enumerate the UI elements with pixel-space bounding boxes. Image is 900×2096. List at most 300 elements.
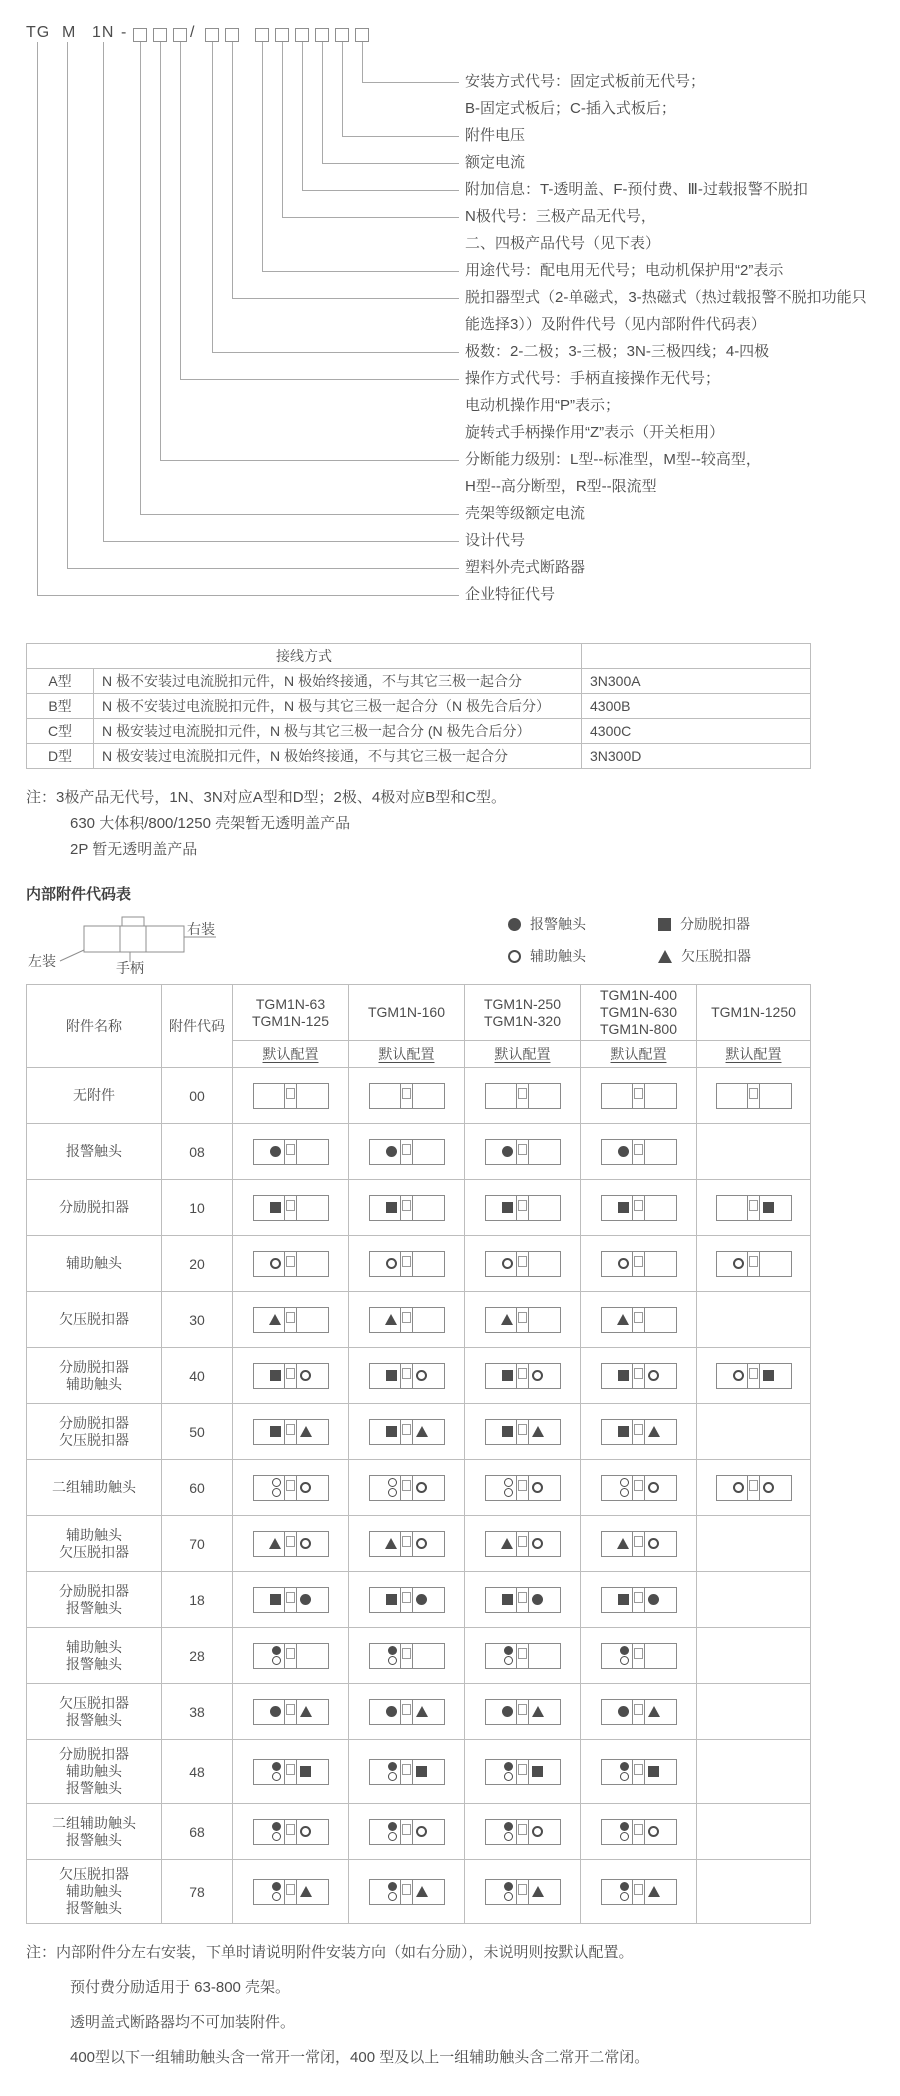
- model-code-dash: -: [121, 24, 128, 41]
- breaker-right-slot: [297, 1084, 328, 1108]
- breaker-left-slot: [254, 1196, 285, 1220]
- aux-symbol: [504, 1772, 513, 1781]
- model-code-box: [255, 28, 269, 42]
- breaker-right-slot: [645, 1820, 676, 1844]
- breaker-right-slot: [413, 1308, 444, 1332]
- aux-symbol: [388, 1478, 397, 1487]
- config-cell: [233, 1180, 349, 1236]
- alarm-symbol: [620, 1882, 629, 1891]
- model-code-label: H型--高分断型，R型--限流型: [465, 478, 657, 495]
- breaker-left-slot: [602, 1880, 633, 1904]
- breaker-right-slot: [529, 1880, 560, 1904]
- breaker-config-diagram: [601, 1475, 677, 1501]
- shunt-symbol: [532, 1766, 543, 1777]
- breaker-config-diagram: [485, 1419, 561, 1445]
- breaker-right-slot: [645, 1364, 676, 1388]
- breaker-config-diagram: [485, 1531, 561, 1557]
- uv-symbol: [617, 1314, 629, 1325]
- breaker-handle: [632, 1364, 645, 1388]
- aux-symbol: [504, 1488, 513, 1497]
- accessory-row-30: [27, 1292, 811, 1348]
- breaker-right-slot: [529, 1420, 560, 1444]
- breaker-right-slot: [760, 1084, 791, 1108]
- aux-symbol: [270, 1258, 281, 1269]
- config-cell: [349, 1124, 465, 1180]
- config-cell: [581, 1860, 697, 1924]
- breaker-handle: [516, 1880, 529, 1904]
- accessory-name-line: 辅助触头: [66, 1375, 122, 1392]
- breaker-config-diagram: [253, 1759, 329, 1785]
- config-cell: [581, 1068, 697, 1124]
- accessory-name-line: 报警触头: [66, 1711, 122, 1728]
- breaker-right-slot: [645, 1252, 676, 1276]
- breaker-left-slot: [486, 1700, 517, 1724]
- shunt-symbol: [502, 1426, 513, 1437]
- accessory-name-line: 辅助触头: [66, 1883, 122, 1899]
- breaker-left-slot: [486, 1308, 517, 1332]
- uv-symbol: [648, 1886, 660, 1897]
- wiring-type: A型: [27, 669, 94, 694]
- breaker-right-slot: [760, 1252, 791, 1276]
- model-code-label: 附件电压: [465, 127, 526, 144]
- breaker-left-slot: [486, 1420, 517, 1444]
- breaker-handle: [747, 1252, 760, 1276]
- config-cell: [349, 1180, 465, 1236]
- accessory-code-cell: 00: [162, 1068, 233, 1124]
- shunt-symbol: [618, 1594, 629, 1605]
- accessory-row-08: [27, 1124, 811, 1180]
- model-code-label: 额定电流: [465, 154, 526, 171]
- alarm-symbol: [618, 1146, 629, 1157]
- connector-vline: [262, 42, 263, 271]
- breaker-right-slot: [645, 1084, 676, 1108]
- wiring-desc: N 极安装过电流脱扣元件，N 极始终接通，不与其它三极一起合分: [94, 744, 582, 769]
- breaker-handle: [516, 1820, 529, 1844]
- connector-hline: [212, 352, 459, 353]
- model-code-label: 塑料外壳式断路器: [465, 559, 586, 576]
- config-cell: [697, 1292, 811, 1348]
- breaker-left-slot: [486, 1140, 517, 1164]
- connector-vline: [342, 42, 343, 136]
- accessory-row-48: [27, 1740, 811, 1804]
- model-code-label: 电动机操作用“P”表示；: [465, 397, 620, 414]
- breaker-config-diagram: [485, 1195, 561, 1221]
- aux-symbol: [272, 1892, 281, 1901]
- breaker-left-slot: [486, 1364, 517, 1388]
- connector-hline: [362, 82, 459, 83]
- breaker-left-slot: [486, 1760, 517, 1784]
- breaker-left-slot: [254, 1420, 285, 1444]
- config-cell: [465, 1860, 581, 1924]
- default-config-header: [465, 1041, 581, 1068]
- accessory-code-table: [26, 984, 811, 1924]
- accessory-code-cell: 78: [162, 1860, 233, 1924]
- wiring-type: C型: [27, 719, 94, 744]
- breaker-handle: [400, 1532, 413, 1556]
- connector-vline: [322, 42, 323, 163]
- note-line: 630 大体积/800/1250 壳架暂无透明盖产品: [70, 815, 351, 832]
- breaker-config-diagram: [253, 1419, 329, 1445]
- breaker-left-slot: [370, 1140, 401, 1164]
- config-cell: [349, 1860, 465, 1924]
- accessory-header-row-models: [27, 985, 811, 1041]
- breaker-config-diagram: [601, 1643, 677, 1669]
- breaker-config-diagram: [253, 1531, 329, 1557]
- uv-symbol: [648, 1706, 660, 1717]
- breaker-config-diagram: [369, 1587, 445, 1613]
- accessory-code-cell: 18: [162, 1572, 233, 1628]
- breaker-right-slot: [297, 1252, 328, 1276]
- product-model: TGM1N-320: [483, 1012, 562, 1029]
- breaker-right-slot: [529, 1308, 560, 1332]
- model-code-label: 旋转式手柄操作用“Z”表示（开关柜用）: [465, 424, 725, 441]
- config-cell: [697, 1804, 811, 1860]
- alarm-contact-icon: [508, 918, 521, 931]
- default-config-header: [697, 1041, 811, 1068]
- connector-vline: [302, 42, 303, 190]
- config-cell: [581, 1684, 697, 1740]
- config-cell: [465, 1404, 581, 1460]
- shunt-release-icon: [658, 918, 671, 931]
- breaker-handle: [400, 1644, 413, 1668]
- accessory-name-cell: [27, 1180, 162, 1236]
- model-code-part-1n: 1N: [92, 24, 115, 41]
- breaker-right-slot: [413, 1644, 444, 1668]
- uv-symbol: [269, 1314, 281, 1325]
- breaker-right-slot: [297, 1644, 328, 1668]
- model-code-diagram: [0, 0, 900, 615]
- config-cell: [233, 1628, 349, 1684]
- accessory-name-line: 分励脱扣器: [59, 1582, 129, 1599]
- aux-symbol: [504, 1656, 513, 1665]
- product-models-header: [349, 985, 465, 1041]
- shunt-symbol: [763, 1202, 774, 1213]
- config-cell: [233, 1684, 349, 1740]
- alarm-symbol: [272, 1882, 281, 1891]
- connector-vline: [282, 42, 283, 217]
- accessory-code-cell: 50: [162, 1404, 233, 1460]
- aux-symbol: [272, 1772, 281, 1781]
- alarm-symbol: [620, 1822, 629, 1831]
- alarm-symbol: [386, 1706, 397, 1717]
- breaker-handle: [400, 1476, 413, 1500]
- accessory-row-10: [27, 1180, 811, 1236]
- alarm-symbol: [386, 1146, 397, 1157]
- breaker-handle: [516, 1644, 529, 1668]
- accessory-row-00: [27, 1068, 811, 1124]
- breaker-config-diagram: [369, 1139, 445, 1165]
- product-model: TGM1N-400: [599, 987, 678, 1003]
- breaker-right-slot: [529, 1644, 560, 1668]
- aux-symbol: [620, 1488, 629, 1497]
- aux-symbol: [648, 1370, 659, 1381]
- accessory-footnotes: [26, 1942, 900, 2068]
- breaker-right-slot: [297, 1532, 328, 1556]
- shunt-symbol: [300, 1766, 311, 1777]
- breaker-right-slot: [760, 1196, 791, 1220]
- alarm-symbol: [648, 1594, 659, 1605]
- breaker-left-slot: [254, 1760, 285, 1784]
- accessory-code-cell: 10: [162, 1180, 233, 1236]
- breaker-left-slot: [602, 1196, 633, 1220]
- breaker-handle: [284, 1364, 297, 1388]
- config-cell: [697, 1684, 811, 1740]
- config-cell: [349, 1236, 465, 1292]
- breaker-handle: [632, 1420, 645, 1444]
- uv-symbol: [300, 1426, 312, 1437]
- model-code-label: 壳架等级额定电流: [465, 505, 586, 522]
- aux-symbol: [300, 1538, 311, 1549]
- breaker-config-diagram: [485, 1307, 561, 1333]
- config-cell: [465, 1348, 581, 1404]
- breaker-handle: [284, 1700, 297, 1724]
- breaker-right-slot: [529, 1140, 560, 1164]
- breaker-right-slot: [297, 1140, 328, 1164]
- connector-vline: [160, 42, 161, 460]
- wiring-header-row: [27, 644, 811, 669]
- default-config-label: 默认配置: [262, 1046, 319, 1062]
- config-cell: [697, 1740, 811, 1804]
- aux-symbol: [416, 1826, 427, 1837]
- config-cell: [465, 1740, 581, 1804]
- alarm-symbol: [504, 1646, 513, 1655]
- alarm-symbol: [504, 1822, 513, 1831]
- accessory-row-68: [27, 1804, 811, 1860]
- accessory-name-line: 欠压脱扣器: [59, 1431, 129, 1448]
- aux-symbol: [272, 1478, 281, 1487]
- aux-symbol: [733, 1258, 744, 1269]
- breaker-left-slot: [370, 1700, 401, 1724]
- accessory-name-line: 欠压脱扣器: [59, 1866, 129, 1882]
- wiring-row-b: [27, 694, 811, 719]
- shunt-symbol: [386, 1594, 397, 1605]
- aux-symbol: [416, 1482, 427, 1493]
- breaker-right-slot: [297, 1364, 328, 1388]
- accessory-name-line: 分励脱扣器: [59, 1199, 129, 1215]
- accessory-name-cell: [27, 1292, 162, 1348]
- uv-symbol: [532, 1886, 544, 1897]
- undervoltage-release-icon: [658, 950, 672, 963]
- breaker-right-slot: [413, 1364, 444, 1388]
- model-code-label: 用途代号：配电用无代号；电动机保护用“2”表示: [465, 262, 784, 279]
- breaker-handle: [516, 1084, 529, 1108]
- wiring-desc: N 极安装过电流脱扣元件，N 极与其它三极一起合分 (N 极先合后分）: [94, 719, 582, 744]
- accessory-name-cell: [27, 1740, 162, 1804]
- uv-symbol: [532, 1426, 544, 1437]
- footnote-line: 预付费分励适用于 63-800 壳架。: [70, 1979, 291, 1996]
- breaker-right-slot: [645, 1196, 676, 1220]
- auxiliary-contact-icon: [508, 950, 521, 963]
- accessory-name-cell: [27, 1860, 162, 1924]
- connector-hline: [322, 163, 459, 164]
- accessory-name-line: 辅助触头: [66, 1638, 122, 1655]
- legend-label: 辅助触头: [530, 948, 586, 964]
- accessory-row-18: [27, 1572, 811, 1628]
- aux-symbol: [532, 1482, 543, 1493]
- breaker-config-diagram: [601, 1363, 677, 1389]
- aux-symbol: [388, 1892, 397, 1901]
- config-cell: [233, 1804, 349, 1860]
- breaker-handle: [284, 1820, 297, 1844]
- wiring-code: 4300C: [582, 719, 811, 744]
- model-code-box: [355, 28, 369, 42]
- breaker-config-diagram: [369, 1419, 445, 1445]
- breaker-handle: [516, 1760, 529, 1784]
- model-code-label: 附加信息：T-透明盖、F-预付费、Ⅲ-过载报警不脱扣: [465, 181, 808, 198]
- breaker-config-diagram: [253, 1587, 329, 1613]
- breaker-right-slot: [413, 1420, 444, 1444]
- wiring-desc: N 极不安装过电流脱扣元件，N 极与其它三极一起合分（N 极先合后分）: [94, 694, 582, 719]
- breaker-right-slot: [645, 1532, 676, 1556]
- config-cell: [581, 1348, 697, 1404]
- alarm-symbol: [504, 1762, 513, 1771]
- breaker-right-slot: [760, 1364, 791, 1388]
- breaker-left-slot: [602, 1644, 633, 1668]
- accessory-name-line: 报警触头: [66, 1831, 122, 1848]
- breaker-config-diagram: [369, 1475, 445, 1501]
- wiring-desc: N 极不安装过电流脱扣元件，N 极始终接通，不与其它三极一起合分: [94, 669, 582, 694]
- breaker-handle: [632, 1820, 645, 1844]
- breaker-config-diagram: [253, 1083, 329, 1109]
- config-cell: [349, 1460, 465, 1516]
- config-cell: [349, 1404, 465, 1460]
- breaker-left-slot: [602, 1308, 633, 1332]
- config-cell: [233, 1124, 349, 1180]
- breaker-handle: [284, 1140, 297, 1164]
- breaker-handle: [516, 1364, 529, 1388]
- breaker-config-diagram: [369, 1307, 445, 1333]
- accessory-name-line: 辅助触头: [66, 1763, 122, 1779]
- breaker-config-diagram: [601, 1819, 677, 1845]
- product-model: TGM1N-800: [599, 1021, 678, 1037]
- accessory-name-line: 报警触头: [66, 1780, 122, 1796]
- alarm-symbol: [416, 1594, 427, 1605]
- shunt-symbol: [618, 1426, 629, 1437]
- breaker-handle: [632, 1308, 645, 1332]
- breaker-config-diagram: [369, 1363, 445, 1389]
- connector-hline: [302, 190, 459, 191]
- breaker-config-diagram: [601, 1139, 677, 1165]
- breaker-right-slot: [529, 1084, 560, 1108]
- alarm-symbol: [620, 1762, 629, 1771]
- aux-symbol: [648, 1482, 659, 1493]
- alarm-symbol: [532, 1594, 543, 1605]
- config-cell: [581, 1180, 697, 1236]
- wiring-type: D型: [27, 744, 94, 769]
- breaker-handle: [284, 1084, 297, 1108]
- alarm-symbol: [388, 1762, 397, 1771]
- accessory-row-70: [27, 1516, 811, 1572]
- breaker-config-diagram: [716, 1475, 792, 1501]
- alarm-symbol: [272, 1762, 281, 1771]
- note-line: 2P 暂无透明盖产品: [70, 841, 198, 858]
- connector-hline: [140, 514, 459, 515]
- breaker-left-slot: [486, 1532, 517, 1556]
- accessory-name-line: 无附件: [73, 1087, 115, 1103]
- wiring-row-c: [27, 719, 811, 744]
- breaker-right-slot: [645, 1760, 676, 1784]
- product-models-header: [581, 985, 697, 1041]
- breaker-handle: [516, 1588, 529, 1612]
- breaker-handle: [400, 1252, 413, 1276]
- breaker-right-slot: [529, 1820, 560, 1844]
- breaker-config-diagram: [601, 1083, 677, 1109]
- breaker-handle: [516, 1420, 529, 1444]
- breaker-left-slot: [717, 1196, 748, 1220]
- left-pointer-line: [60, 950, 84, 961]
- breaker-handle: [400, 1760, 413, 1784]
- model-code-label: 能选择3））及附件代号（见内部附件代码表）: [465, 316, 766, 333]
- breaker-handle: [284, 1252, 297, 1276]
- left-mount-label: 左装: [28, 953, 56, 969]
- connector-hline: [160, 460, 459, 461]
- accessory-name-line: 辅助触头: [66, 1526, 122, 1543]
- accessory-code-table-heading: 内部附件代码表: [26, 886, 132, 903]
- breaker-handle: [400, 1700, 413, 1724]
- breaker-left-slot: [370, 1476, 401, 1500]
- breaker-config-diagram: [369, 1699, 445, 1725]
- breaker-right-slot: [297, 1308, 328, 1332]
- model-code-label: 操作方式代号：手柄直接操作无代号；: [465, 370, 721, 387]
- accessory-name-cell: [27, 1516, 162, 1572]
- uv-symbol: [300, 1706, 312, 1717]
- default-config-header: [581, 1041, 697, 1068]
- breaker-config-diagram: [369, 1083, 445, 1109]
- default-config-label: 默认配置: [610, 1046, 667, 1062]
- breaker-left-slot: [486, 1476, 517, 1500]
- breaker-right-slot: [645, 1476, 676, 1500]
- breaker-config-diagram: [369, 1251, 445, 1277]
- breaker-right-slot: [760, 1476, 791, 1500]
- shunt-symbol: [502, 1594, 513, 1605]
- config-cell: [581, 1236, 697, 1292]
- breaker-config-diagram: [601, 1759, 677, 1785]
- breaker-config-diagram: [716, 1363, 792, 1389]
- aux-symbol: [733, 1482, 744, 1493]
- breaker-left-slot: [486, 1880, 517, 1904]
- accessory-name-line: 二组辅助触头: [52, 1814, 136, 1831]
- breaker-handle: [284, 1760, 297, 1784]
- connector-vline: [140, 42, 141, 514]
- product-models-header: [233, 985, 349, 1041]
- breaker-config-diagram: [253, 1819, 329, 1845]
- footnote-line: 注：内部附件分左右安装，下单时请说明附件安装方向（如右分励），未说明则按默认配置。: [26, 1944, 634, 1961]
- breaker-handle: [400, 1820, 413, 1844]
- breaker-right-slot: [645, 1140, 676, 1164]
- breaker-handle: [632, 1700, 645, 1724]
- uv-symbol: [617, 1538, 629, 1549]
- breaker-right-slot: [297, 1588, 328, 1612]
- breaker-left-slot: [254, 1308, 285, 1332]
- aux-symbol: [502, 1258, 513, 1269]
- config-cell: [233, 1068, 349, 1124]
- breaker-left-slot: [602, 1140, 633, 1164]
- aux-symbol: [733, 1370, 744, 1381]
- breaker-config-diagram: [716, 1083, 792, 1109]
- breaker-config-diagram: [601, 1195, 677, 1221]
- model-code-box: [295, 28, 309, 42]
- model-code-box: [275, 28, 289, 42]
- config-cell: [697, 1180, 811, 1236]
- breaker-left-slot: [254, 1588, 285, 1612]
- model-code-label: N极代号：三极产品无代号，: [465, 208, 656, 225]
- breaker-config-diagram: [716, 1195, 792, 1221]
- breaker-left-slot: [370, 1820, 401, 1844]
- legend-label: 分励脱扣器: [680, 916, 750, 932]
- shunt-symbol: [502, 1202, 513, 1213]
- breaker-config-diagram: [716, 1251, 792, 1277]
- breaker-handle: [400, 1084, 413, 1108]
